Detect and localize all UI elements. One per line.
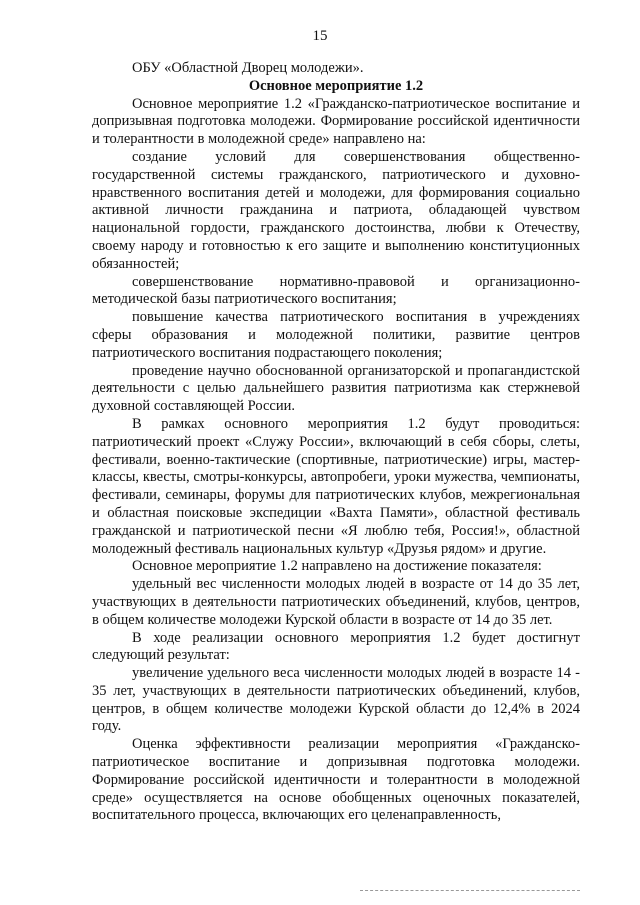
paragraph-organization: ОБУ «Областной Дворец молодежи». bbox=[132, 60, 364, 76]
paragraph-result: увеличение удельного веса численности молодых людей в возрасте 14 - 35 лет, участвующих в деятельности патриотических объединений, клубов, центров, в общем количестве молодежи Курской области до 12,4% в 2024 году. bbox=[92, 665, 580, 735]
paragraph-indicator: удельный вес численности молодых людей в возрасте от 14 до 35 лет, участвующих в деятельности патриотических объединений, клубов, центров, в общем количестве молодежи Курской области в возрасте от 14 до 35 лет. bbox=[92, 576, 580, 628]
list-item-research: проведение научно обоснованной организаторской и пропагандистской деятельности с целью дальнейшего развития патриотизма как стержневой духовной составляющей России. bbox=[92, 362, 580, 415]
page-number: 15 bbox=[312, 28, 328, 44]
footer-divider bbox=[360, 890, 580, 891]
paragraph-indicator-intro: Основное мероприятие 1.2 направлено на достижение показателя: bbox=[132, 558, 542, 575]
paragraph-activities: В рамках основного мероприятия 1.2 будут проводиться: патриотический проект «Служу России», включающий в себя сборы, слеты, фестивали, военно-тактические (спортивные, патриотические) игры, мастер-классы, квесты, смотры-конкурсы, автопробеги, уроки мужества, чемпионаты, фестивали, семинары, форумы для патриотических клубов, межрегиональная и областная поисковые экспедиции «Вахта Памяти», областной фестиваль гражданской и патриотической песни «Я люблю тебя, Россия!», областной молодежный фестиваль национальных культур «Друзья рядом» и другие. bbox=[92, 415, 580, 557]
list-item-creation: создание условий для совершенствования общественно-государственной системы гражданского, патриотического и духовно-нравственного воспитания детей и молодежи, для формирования социально активной личности гражданина и патриота, обладающей чувством национальной гордости, гражданского достоинства, любви к Отечеству, своему народу и готовностью к его защите и выполнению конституционных обязанностей; bbox=[92, 148, 580, 272]
section-heading: Основное мероприятие 1.2 bbox=[248, 77, 424, 94]
list-item-quality: повышение качества патриотического воспитания в учреждениях сферы образования и молодежной политики, развитие центров патриотического воспитания подрастающего поколения; bbox=[92, 309, 580, 361]
list-item-improvement: совершенствование нормативно-правовой и организационно-методической базы патриотического воспитания; bbox=[92, 273, 580, 308]
document-body bbox=[92, 60, 580, 825]
paragraph-intro: Основное мероприятие 1.2 «Гражданско-патриотическое воспитание и допризывная подготовка молодежи. Формирование российской идентичности и толерантности в молодежной среде» направлено на: bbox=[92, 95, 580, 148]
paragraph-result-intro: В ходе реализации основного мероприятия 1.2 будет достигнут следующий результат: bbox=[92, 629, 580, 664]
paragraph-evaluation: Оценка эффективности реализации мероприятия «Гражданско-патриотическое воспитание и допризывная подготовка молодежи. Формирование российской идентичности и толерантности в молодежной среде» осуществляется на основе обобщенных оценочных показателей, воспитательного процесса, включающих его целенаправленность, bbox=[92, 736, 580, 824]
